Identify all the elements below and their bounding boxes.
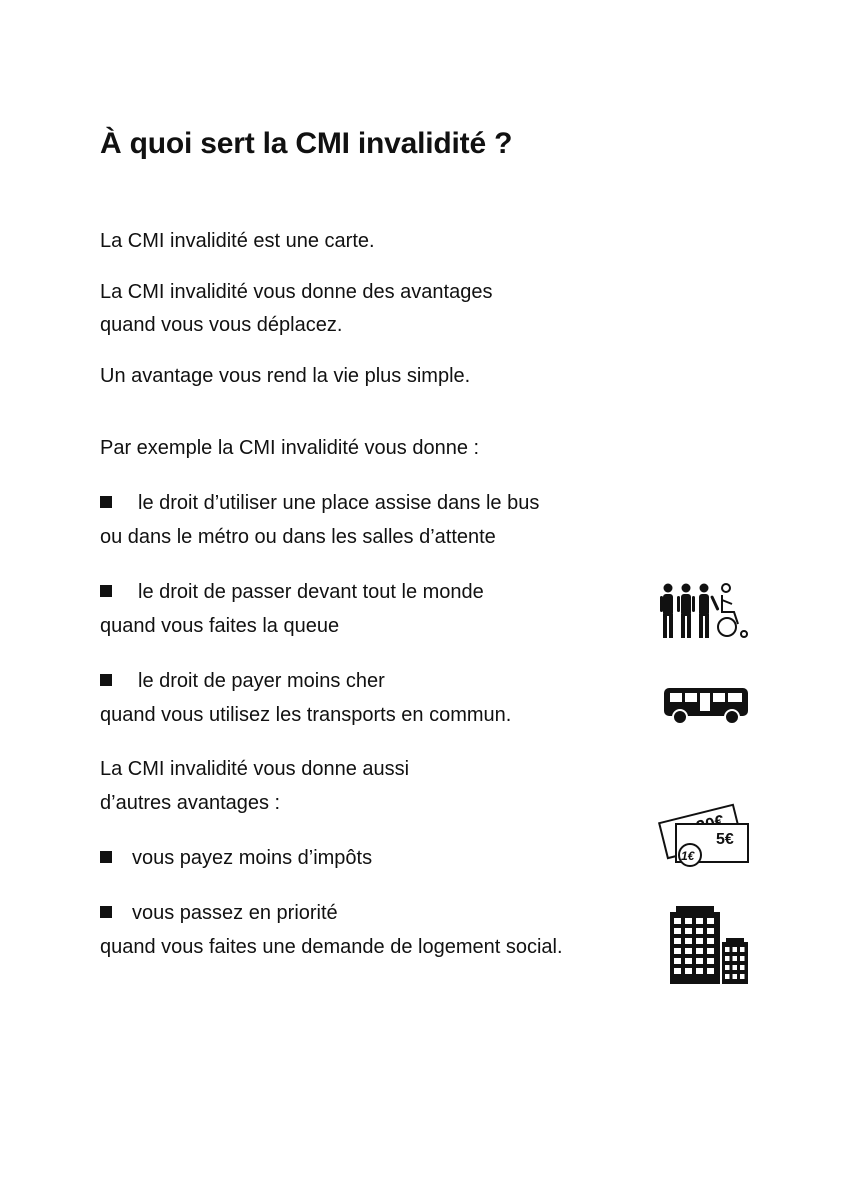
building-window [674,928,681,934]
advantage-2-line-2: quand vous faites la queue [100,615,340,637]
page-title: À quoi sert la CMI invalidité ? [100,127,513,160]
building-window [707,928,714,934]
building-window [685,928,692,934]
building-window [707,938,714,944]
advantage-2-text: le droit de passer devant tout le monde [138,581,484,603]
other-1-text: vous payez moins d’impôts [132,847,373,869]
building-window [733,947,738,952]
other-lead-line-2: d’autres avantages : [100,792,281,814]
building-window [740,956,745,961]
advantage-3-text: le droit de payer moins cher [138,670,385,692]
advantage-1-line-2: ou dans le métro ou dans les salles d’attente [100,526,496,548]
intro-line-2: La CMI invalidité vous donne des avantages [100,281,493,303]
building-window [674,968,681,974]
building-window [740,947,745,952]
building-window [740,974,745,979]
building-window [740,965,745,970]
building-window [707,918,714,924]
people-queue-wheelchair-icon [660,582,752,640]
building-window [707,968,714,974]
building-window [733,965,738,970]
advantage-1-text: le droit d’utiliser une place assise dans le bus [138,492,540,514]
other-2-line-2: quand vous faites une demande de logement social. [100,936,563,958]
building-window [685,918,692,924]
building-window [725,974,730,979]
advantage-2-line-1 [100,575,484,609]
bullet-square [100,585,112,597]
building-window [685,938,692,944]
other-1-line-1 [100,841,372,875]
intro-line-1: La CMI invalidité est une carte. [100,230,375,252]
building-window [696,928,703,934]
building-window [674,918,681,924]
advantage-3-line-1 [100,664,385,698]
building-window [733,974,738,979]
building-window [696,938,703,944]
coin-label: 1€ [681,849,695,863]
building-window [725,956,730,961]
building-window [696,918,703,924]
bullet-square [100,851,112,863]
building-window [707,948,714,954]
building-icon [668,904,750,986]
building-window [685,958,692,964]
bus-icon [662,684,750,726]
building-window [674,958,681,964]
building-window [685,968,692,974]
other-2-line-1 [100,896,338,930]
building-window [725,947,730,952]
intro-line-4: Un avantage vous rend la vie plus simple. [100,365,471,387]
building-window [696,968,703,974]
building-window [674,938,681,944]
advantage-1-line-1 [100,486,539,520]
intro-line-3: quand vous vous déplacez. [100,314,343,336]
building-window [696,958,703,964]
bullet-square [100,674,112,686]
example-lead: Par exemple la CMI invalidité vous donne : [100,437,480,459]
building-window [733,956,738,961]
building-window [685,948,692,954]
building-window [725,965,730,970]
note-small-label: 5€ [716,831,734,848]
bullet-square [100,906,112,918]
bullet-square [100,496,112,508]
building-window [696,948,703,954]
building-window [707,958,714,964]
money-icon [658,800,752,870]
other-lead-line-1: La CMI invalidité vous donne aussi [100,758,410,780]
other-2-text: vous passez en priorité [132,902,338,924]
advantage-3-line-2: quand vous utilisez les transports en commun. [100,704,512,726]
building-window [674,948,681,954]
